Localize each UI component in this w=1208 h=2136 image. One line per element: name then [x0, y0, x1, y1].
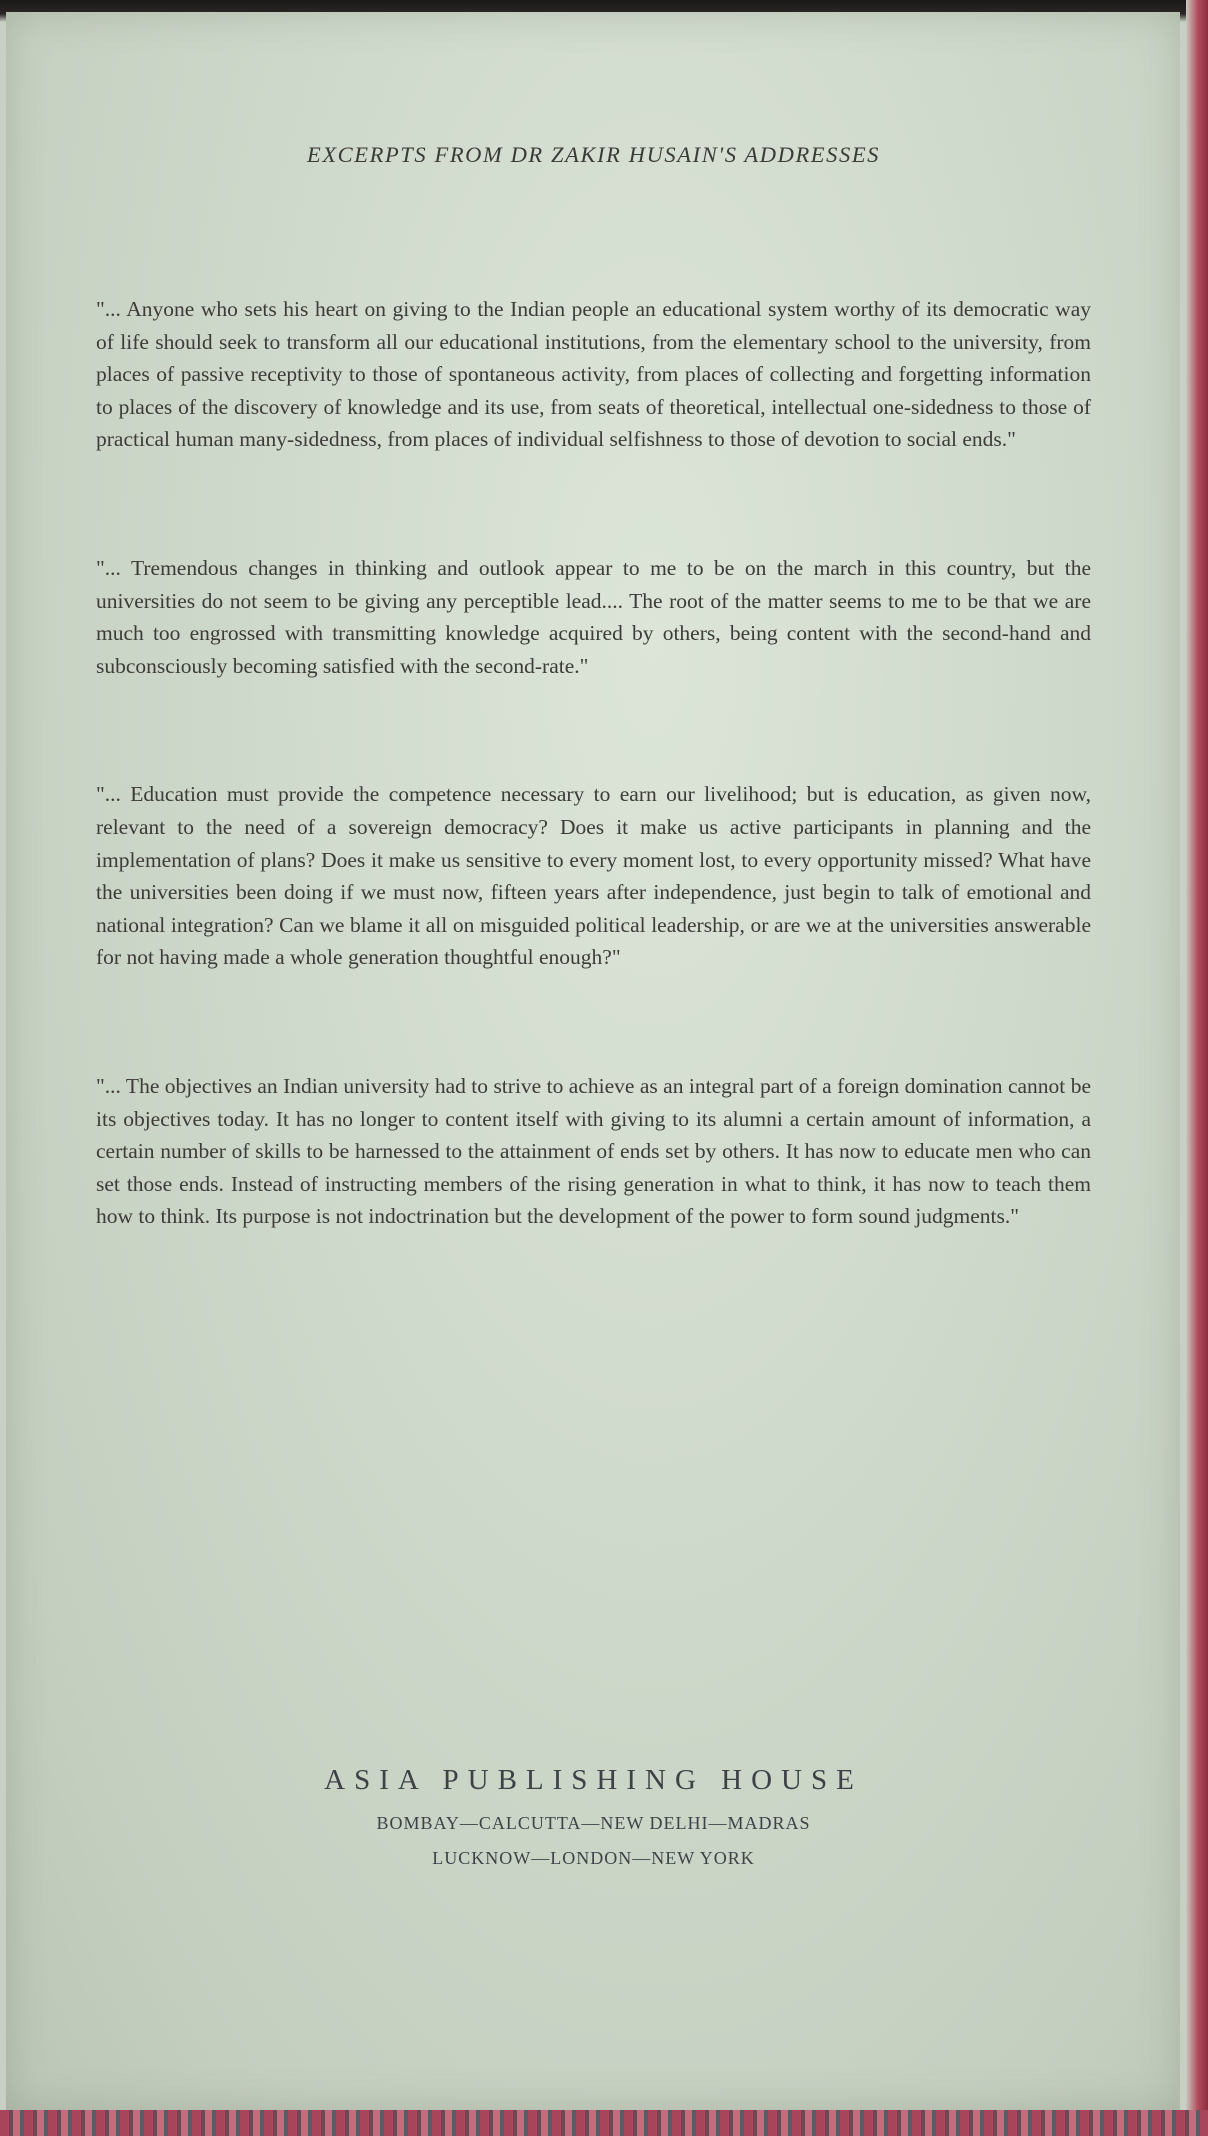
excerpt-3: "... Education must provide the competence necessary to earn our livelihood; but is education, as given now, relevant to the need of a sovereign democracy? Does it make us active participants in planning and the implementation of plans? Does it make us sensitive to every moment lost, to every opportunity missed? What have the universities been doing if we must now, fifteen years after independence, just begin to talk of emotional and national integration? Can we blame it all on misguided political leadership, or are we at the universities answerable for not having made a whole generation thoughtful enough?" — [96, 782, 1091, 970]
book-edge-right — [1186, 0, 1208, 2136]
excerpt-1: "... Anyone who sets his heart on giving to the Indian people an educational system worthy of its democratic way of life should seek to transform all our educational institutions, from the elementary school to the university, from places of passive receptivity to those of spontaneous activity, from places of collecting and forgetting information to places of the discovery of knowledge and its use, from seats of theoretical, intellectual one-sidedness to those of practical human many-sidedness, from places of individual selfishness to those of devotion to social ends." — [96, 297, 1091, 452]
publisher-name: ASIA PUBLISHING HOUSE — [324, 1764, 863, 1796]
publisher-cities-line-1: BOMBAY—CALCUTTA—NEW DELHI—MADRAS — [376, 1813, 811, 1833]
dust-jacket — [6, 12, 1180, 2110]
publisher-cities-line-2: LUCKNOW—LONDON—NEW YORK — [432, 1848, 755, 1868]
excerpts-section — [96, 142, 1091, 1233]
page-title: EXCERPTS FROM DR ZAKIR HUSAIN'S ADDRESSES — [306, 142, 881, 167]
excerpt-2: "... Tremendous changes in thinking and outlook appear to me to be on the march in this country, but the universities do not seem to be giving any perceptible lead.... The root of the matter seems to me to be that we are much too engrossed with transmitting knowledge acquired by others, being content with the second-hand and subconsciously becoming satisfied with the second-rate." — [96, 555, 1091, 678]
book-edge-bottom — [0, 2110, 1208, 2136]
publisher-imprint — [96, 1764, 1091, 1883]
excerpt-4: "... The objectives an Indian university had to strive to achieve as an integral part of a foreign domination cannot be its objectives today. It has no longer to content itself with giving to its alumni a certain amount of information, a certain number of skills to be harnessed to the attainment of ends set by others. It has now to educate men who can set those ends. Instead of instructing members of the rising generation in what to think, it has now to teach them how to think. Its purpose is not indoctrination but the development of the power to form sound judgments." — [96, 1073, 1091, 1229]
